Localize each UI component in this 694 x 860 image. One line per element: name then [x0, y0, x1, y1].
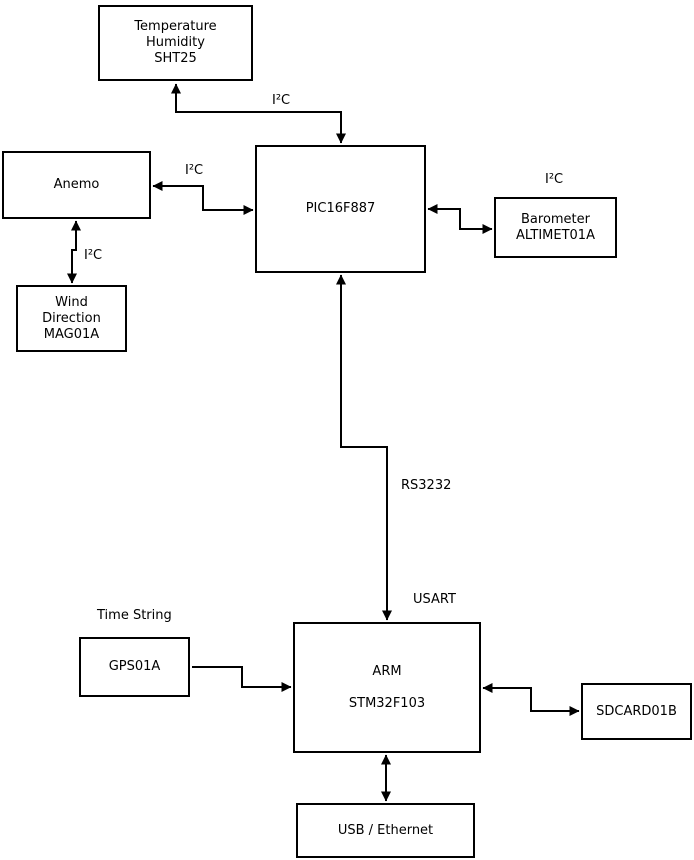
box-pic16f887: [255, 145, 426, 273]
connector-gps-arm-timestring: [192, 667, 291, 687]
box-anemo: [2, 151, 151, 219]
box-text-line: Direction: [42, 310, 101, 326]
connector-arm-sdcard: [483, 688, 579, 711]
label-i2c-anemo: I²C: [185, 163, 204, 178]
box-text-line: Humidity: [146, 35, 205, 50]
label-usart: USART: [413, 592, 456, 607]
box-wind-direction-mag01a: [16, 285, 127, 352]
box-text-line: Anemo: [53, 177, 100, 192]
box-temperature-humidity-sht25: [98, 5, 253, 81]
label-rs3232: RS3232: [401, 478, 452, 493]
box-text-line: ALTIMET01A: [516, 227, 595, 243]
box-text-line: Wind: [55, 294, 88, 310]
box-text-line: Temperature: [134, 19, 217, 34]
box-sdcard01b: [581, 683, 692, 740]
box-text-line: USB / Ethernet: [337, 822, 434, 838]
label-i2c-sht25: I²C: [272, 93, 291, 108]
connector-pic-barometer-i2c: [428, 209, 492, 229]
box-barometer-altimet01a: [494, 197, 617, 258]
box-text-line: Barometer: [521, 211, 590, 227]
box-text-line: PIC16F887: [305, 201, 376, 216]
connector-anemo-wind-i2c: [72, 221, 76, 283]
connector-pic-arm-rs3232: [341, 275, 387, 620]
box-text-line: SHT25: [154, 51, 197, 66]
label-i2c-barometer: I²C: [545, 172, 564, 187]
box-usb-ethernet: [296, 803, 475, 858]
connector-sht25-pic-i2c: [176, 84, 341, 143]
connector-anemo-pic-i2c: [153, 186, 253, 210]
box-text-line: SDCARD01B: [596, 703, 677, 719]
label-i2c-wind: I²C: [84, 248, 103, 263]
box-arm-stm32f103: [293, 622, 481, 753]
box-gps01a: [79, 637, 190, 697]
box-text-line: GPS01A: [108, 659, 161, 674]
box-text-line: ARM: [372, 663, 402, 679]
label-time-string: Time String: [97, 608, 172, 623]
box-text-line: STM32F103: [348, 695, 426, 711]
box-text-line: MAG01A: [43, 326, 100, 342]
